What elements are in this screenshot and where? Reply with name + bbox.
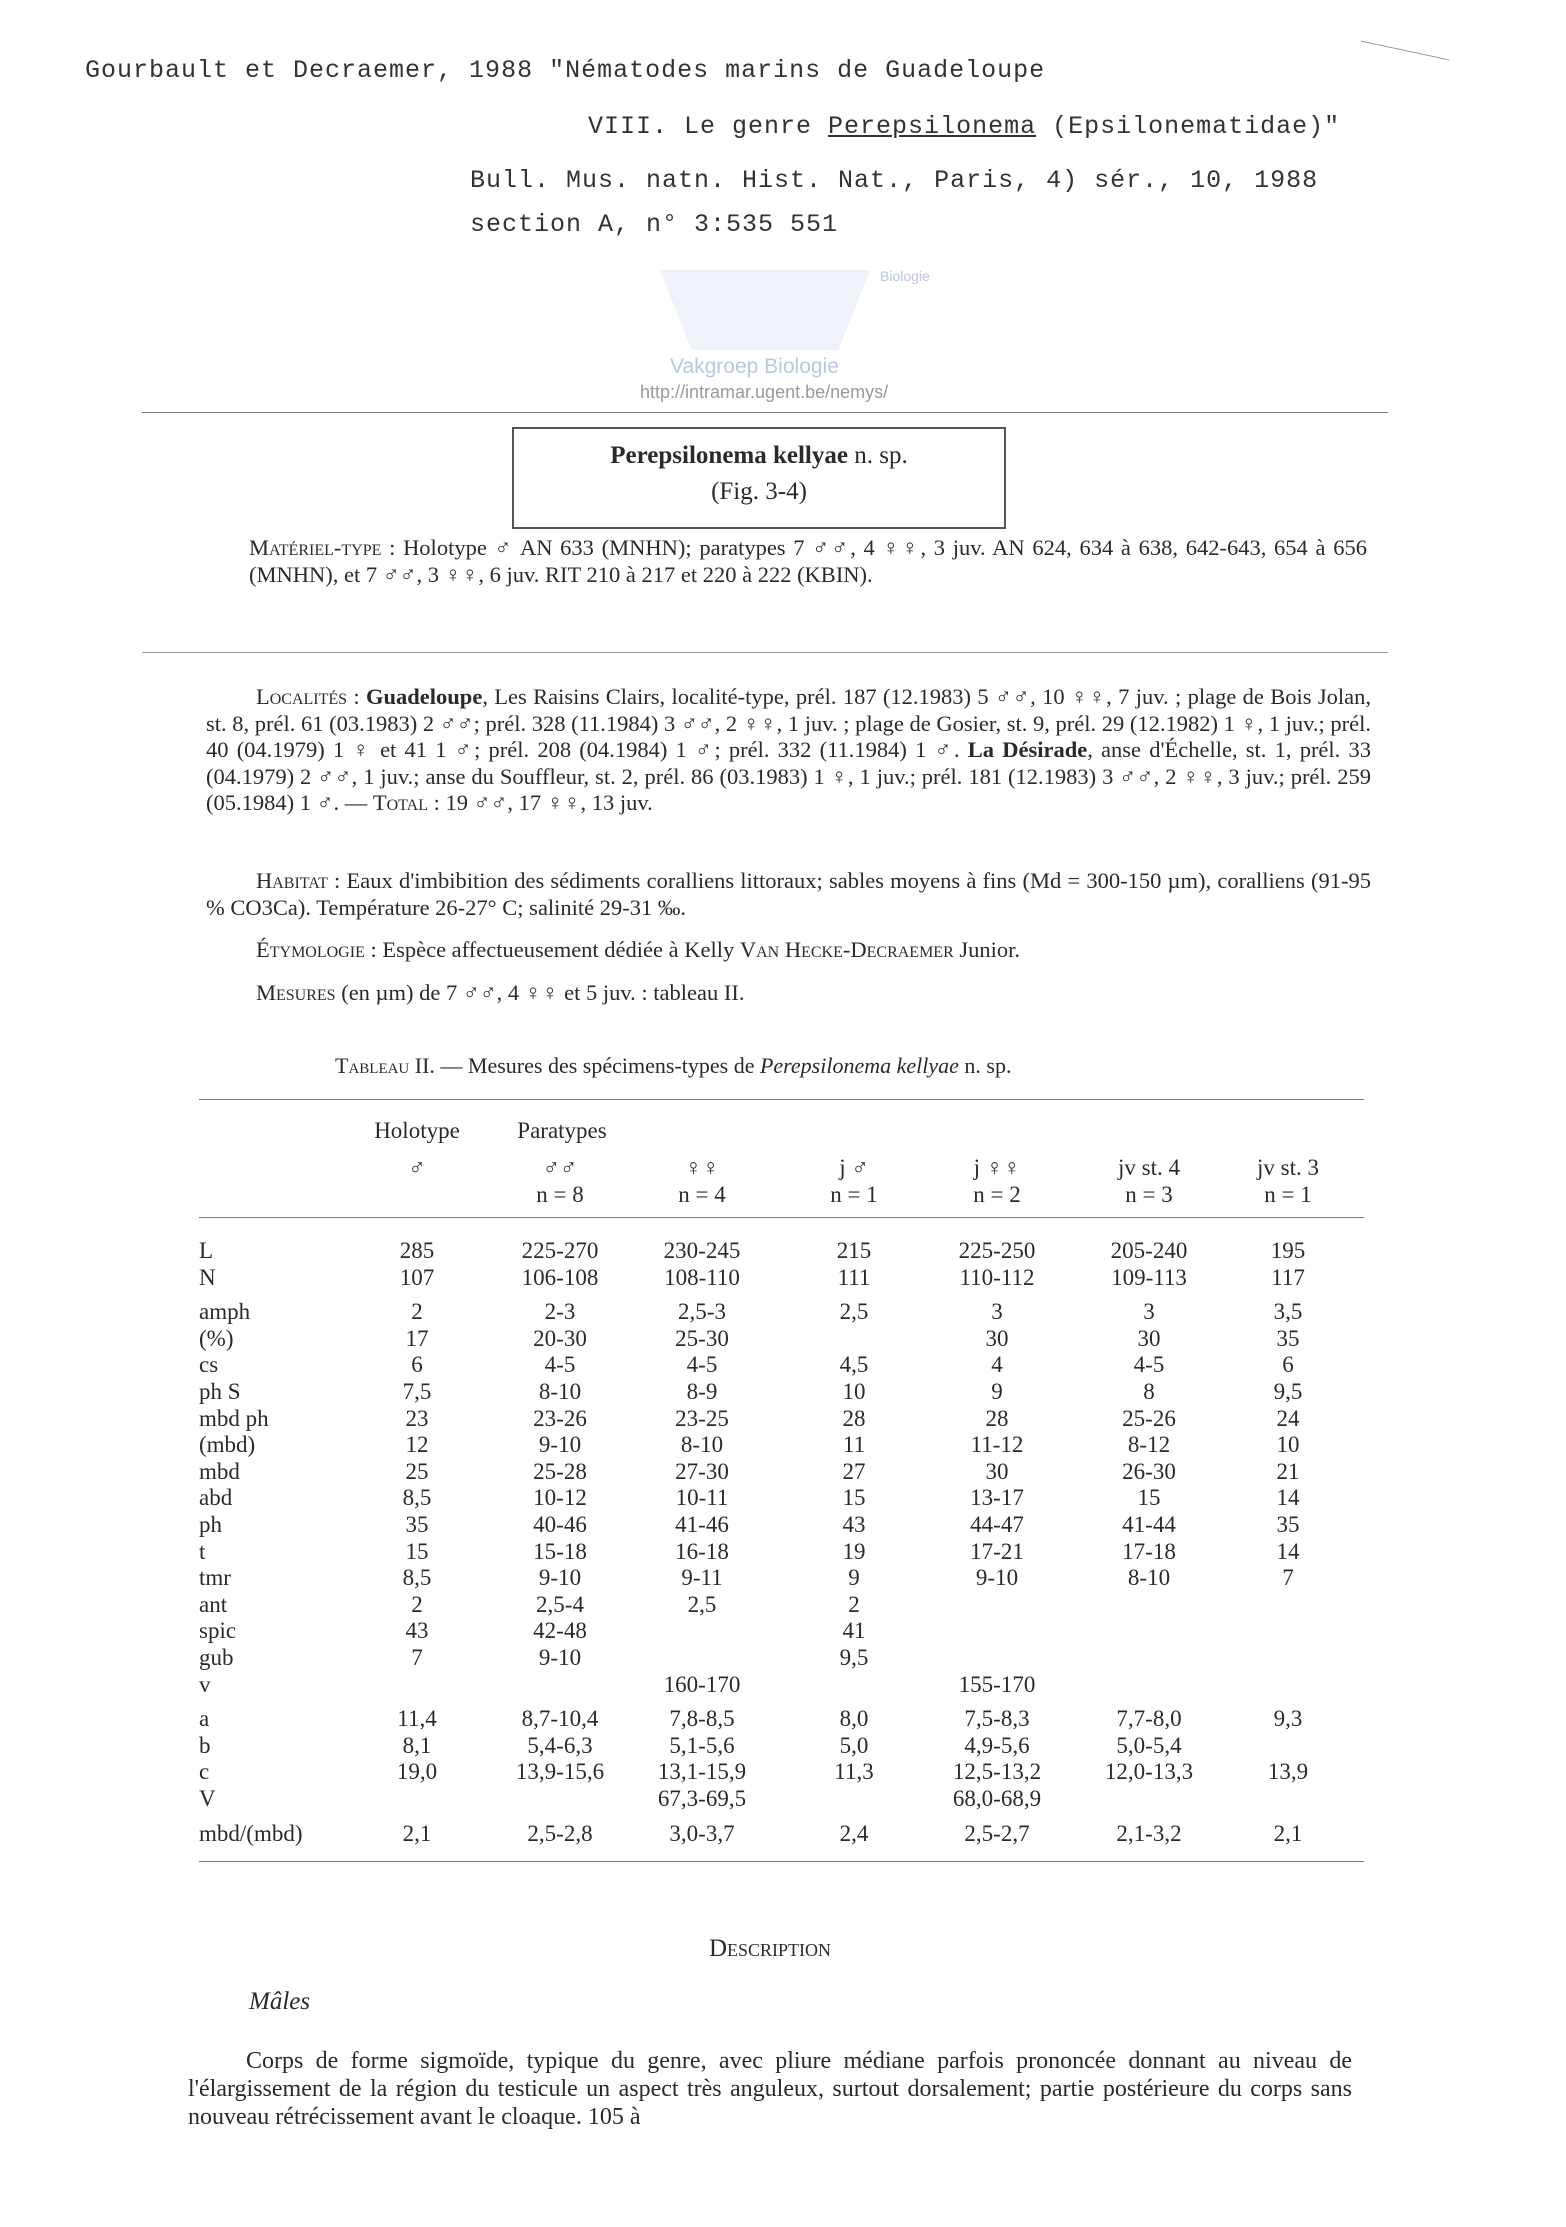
row-label: t <box>199 1538 206 1564</box>
males-subheading: Mâles <box>249 1988 311 2015</box>
table-cell: 27 <box>842 1458 866 1484</box>
citation-line-1: Gourbault et Decraemer, 1988 "Nématodes marins de Guadeloupe <box>85 56 1046 85</box>
table-cell: 21 <box>1276 1458 1300 1484</box>
table-cell: 25-26 <box>1122 1405 1176 1431</box>
table-cell: 9,5 <box>1273 1379 1303 1404</box>
table-cell: 5,0-5,4 <box>1116 1732 1182 1758</box>
table-cell: 5,1-5,6 <box>669 1732 735 1758</box>
divider <box>142 412 1388 413</box>
table-cell: 4-5 <box>1133 1352 1165 1378</box>
table-cell: 9 <box>848 1565 860 1591</box>
divider <box>142 652 1388 653</box>
table-cell: 4-5 <box>686 1352 718 1378</box>
table-cell: 107 <box>399 1264 435 1290</box>
row-label: N <box>199 1264 216 1290</box>
table-cell: 117 <box>1271 1264 1305 1290</box>
table-cell: 8,1 <box>402 1732 432 1758</box>
table-cell: 3 <box>991 1299 1003 1325</box>
species-suffix: n. sp. <box>847 442 908 469</box>
table-cell: 41 <box>842 1618 866 1644</box>
table-cell: 43 <box>405 1618 429 1644</box>
column-symbol: ♀♀ <box>684 1155 720 1180</box>
row-label: (mbd) <box>199 1432 256 1458</box>
table-cell: 25 <box>405 1458 429 1484</box>
table-cell: 7 <box>411 1645 423 1670</box>
table-cell: 155-170 <box>958 1671 1036 1697</box>
table-cell: 7,8-8,5 <box>669 1706 735 1732</box>
header-holotype: Holotype <box>374 1118 460 1143</box>
etymologie-paragraph <box>206 937 1371 964</box>
table-cell: 35 <box>1276 1325 1300 1351</box>
table-cell: 8-10 <box>1127 1565 1171 1591</box>
column-n: n = 2 <box>973 1182 1021 1207</box>
table-cell: 41-46 <box>675 1512 729 1537</box>
table-cell: 215 <box>836 1238 872 1263</box>
table-cell: 2-3 <box>544 1299 576 1325</box>
row-label: V <box>199 1786 216 1811</box>
table-cell: 7,5-8,3 <box>964 1706 1030 1732</box>
row-label: ph S <box>199 1379 241 1404</box>
table-cell: 23-26 <box>533 1405 587 1431</box>
table-cell: 111 <box>837 1264 871 1290</box>
table-cell: 9 <box>991 1379 1003 1404</box>
habitat-text: Eaux d'imbibition des sédiments coralliens littoraux; sables moyens à fins (Md = 300-150 µm), coralliens (91-95 % CO3Ca). Température 26-27° C; salinité 29-31 ‰. <box>206 868 1371 920</box>
column-symbol: jv st. 4 <box>1118 1155 1180 1180</box>
table-cell: 2 <box>411 1591 423 1617</box>
pen-mark <box>1361 41 1449 61</box>
table-cell: 15 <box>1137 1485 1161 1511</box>
table-cell: 4,5 <box>839 1352 869 1378</box>
table-cell: 4,9-5,6 <box>964 1732 1030 1758</box>
table-cell: 108-110 <box>664 1264 740 1290</box>
table-cell: 68,0-68,9 <box>952 1786 1042 1811</box>
table-cell: 13,9-15,6 <box>515 1759 605 1785</box>
table-cell: 106-108 <box>521 1264 599 1290</box>
table-cell: 10-12 <box>533 1485 587 1511</box>
table-cell: 3,5 <box>1273 1299 1303 1325</box>
table-cell: 12,0-13,3 <box>1104 1759 1194 1785</box>
table-title <box>335 1053 1011 1079</box>
column-symbol: j ♀♀ <box>973 1155 1021 1180</box>
species-name: Perepsilonema kellyae <box>610 442 848 469</box>
row-label: gub <box>199 1645 234 1670</box>
table-cell: 195 <box>1270 1238 1306 1263</box>
habitat-paragraph <box>206 868 1371 921</box>
table-cell: 4 <box>991 1352 1003 1378</box>
row-label: b <box>199 1732 211 1758</box>
table-cell: 16-18 <box>675 1538 729 1564</box>
row-label: tmr <box>199 1565 231 1591</box>
habitat-label: Habitat : <box>256 868 341 893</box>
table-cell: 9-11 <box>681 1565 723 1591</box>
table-cell: 9,3 <box>1273 1706 1303 1732</box>
table-cell: 7,7-8,0 <box>1116 1706 1182 1732</box>
table-cell: 2,5 <box>839 1299 869 1325</box>
table-suffix: n. sp. <box>958 1053 1012 1078</box>
table-cell: 8,5 <box>402 1485 432 1511</box>
table-cell: 2,1 <box>402 1820 432 1846</box>
watermark-logo <box>660 270 870 350</box>
column-n: n = 1 <box>830 1182 878 1207</box>
localites-label: Localités : <box>256 684 360 709</box>
table-cell: 67,3-69,5 <box>657 1786 747 1811</box>
table-cell: 23 <box>405 1405 429 1431</box>
table-cell: 17 <box>405 1325 429 1351</box>
table-cell: 25-28 <box>533 1458 587 1484</box>
table-cell: 11 <box>842 1432 866 1458</box>
citation-line-2 <box>588 112 1340 141</box>
table-cell: 285 <box>399 1238 435 1263</box>
row-label: amph <box>199 1299 251 1325</box>
table-cell: 15 <box>842 1485 866 1511</box>
row-label: abd <box>199 1485 233 1511</box>
table-species: Perepsilonema kellyae <box>759 1053 959 1078</box>
table-cell: 9-10 <box>538 1432 582 1458</box>
table-cell: 5,0 <box>839 1732 869 1758</box>
table-cell: 26-30 <box>1122 1458 1176 1484</box>
citation-line-3: Bull. Mus. natn. Hist. Nat., Paris, 4) sér., 10, 1988 <box>470 166 1319 195</box>
description-paragraph: Corps de forme sigmoïde, typique du genre, avec pliure médiane parfois prononcée donnant au niveau de l'élargissement de la région du testicule un aspect très anguleux, surtout dorsalement; partie postérieure du corps sans nouveau rétrécissement avant le cloaque. 105 à <box>188 2048 1352 2130</box>
table-cell: 11,4 <box>397 1706 437 1732</box>
table-cell: 24 <box>1276 1405 1300 1431</box>
table-cell: 6 <box>411 1352 423 1378</box>
citation-genus: Perepsilonema <box>828 112 1037 141</box>
table-cell: 8 <box>1143 1379 1155 1404</box>
table-cell: 17-18 <box>1122 1538 1176 1564</box>
table-cell: 10-11 <box>675 1485 729 1511</box>
dedicatee-name: Van Hecke-Decraemer <box>739 937 954 962</box>
table-cell: 2,4 <box>839 1820 869 1846</box>
table-cell: 7 <box>1282 1565 1294 1591</box>
table-top-rule <box>199 1099 1364 1100</box>
column-n: n = 4 <box>678 1182 726 1207</box>
row-label: spic <box>199 1618 237 1644</box>
table-cell: 13,1-15,9 <box>657 1759 747 1785</box>
species-figure-ref: (Fig. 3-4) <box>711 478 807 505</box>
table-cell: 230-245 <box>663 1238 741 1263</box>
mesures-text: (en µm) de 7 ♂♂, 4 ♀♀ et 5 juv. : tableau II. <box>335 980 745 1005</box>
table-cell: 19,0 <box>396 1759 438 1785</box>
table-header-rule <box>199 1217 1364 1218</box>
table-cell: 20-30 <box>533 1325 587 1351</box>
table-cell: 15-18 <box>533 1538 587 1564</box>
watermark-biologie: Biologie <box>880 268 930 284</box>
row-label: ant <box>199 1591 228 1617</box>
row-label: mbd ph <box>199 1405 269 1431</box>
localites-text-2: , anse d'Échelle, st. 1, prél. 33 (04.1979) 2 ♂♂, 1 juv.; anse du Souffleur, st. 2, prél. 86 (03.1983) 1 ♀, 1 juv.; prél. 181 (12.1983) 3 ♂♂, 2 ♀♀, 3 juv.; prél. 259 (05.1984) 1 ♂. — <box>206 737 1371 815</box>
table-cell: 28 <box>842 1405 866 1431</box>
table-cell: 13,9 <box>1267 1759 1309 1785</box>
table-cell: 42-48 <box>533 1618 587 1644</box>
row-label: L <box>199 1238 214 1263</box>
materiel-type <box>249 535 1367 588</box>
citation-line-4: section A, n° 3:535 551 <box>470 210 839 239</box>
total-text: 19 ♂♂, 17 ♀♀, 13 juv. <box>439 790 653 815</box>
citation-series: VIII. Le genre <box>588 112 829 141</box>
table-cell: 2,5-2,7 <box>964 1820 1030 1846</box>
row-label: mbd <box>199 1458 240 1484</box>
column-n: n = 8 <box>536 1182 584 1207</box>
table-cell: 2 <box>411 1299 423 1325</box>
table-cell: 9-10 <box>975 1565 1019 1591</box>
locality-desirade: La Désirade <box>967 737 1088 762</box>
table-cell: 19 <box>842 1538 866 1564</box>
table-cell: 9-10 <box>538 1565 582 1591</box>
table-cell: 3,0-3,7 <box>669 1820 735 1846</box>
table-cell: 14 <box>1276 1485 1300 1511</box>
table-cell: 12 <box>405 1432 429 1458</box>
watermark-vakgroep: Vakgroep Biologie <box>670 355 839 378</box>
table-cell: 8-10 <box>538 1379 582 1404</box>
table-label: Tableau II. <box>335 1053 435 1078</box>
table-cell: 2 <box>848 1591 860 1617</box>
table-cell: 5,4-6,3 <box>527 1732 593 1758</box>
table-cell: 28 <box>985 1405 1009 1431</box>
row-label: v <box>199 1671 211 1697</box>
table-cell: 225-270 <box>521 1238 599 1263</box>
citation-family: (Epsilonematidae)" <box>1036 112 1341 141</box>
table-cell: 205-240 <box>1110 1238 1188 1263</box>
row-label: ph <box>199 1512 222 1537</box>
table-cell: 11-12 <box>970 1432 1024 1458</box>
row-label: cs <box>199 1352 219 1378</box>
table-cell: 40-46 <box>533 1512 587 1537</box>
table-cell: 8-9 <box>686 1379 718 1404</box>
row-label: mbd/(mbd) <box>199 1820 303 1846</box>
species-title-box <box>512 427 1006 529</box>
table-bottom-rule <box>199 1861 1364 1862</box>
table-cell: 8,0 <box>839 1706 869 1732</box>
column-n: n = 3 <box>1125 1182 1173 1207</box>
etymologie-label: Étymologie : <box>256 937 377 962</box>
mesures-paragraph <box>206 980 1371 1007</box>
column-symbol: ♂ <box>408 1155 426 1180</box>
table-cell: 30 <box>1137 1325 1161 1351</box>
table-cell: 14 <box>1276 1538 1300 1564</box>
table-cell: 160-170 <box>663 1671 741 1697</box>
localites-paragraph <box>206 684 1371 817</box>
table-cell: 30 <box>985 1325 1009 1351</box>
table-cell: 2,5-4 <box>536 1591 584 1617</box>
table-cell: 109-113 <box>1111 1264 1187 1290</box>
table-cell: 3 <box>1143 1299 1155 1325</box>
etymologie-text-end: Junior. <box>953 937 1021 962</box>
table-cell: 10 <box>842 1379 866 1404</box>
table-cell: 8,5 <box>402 1565 432 1591</box>
table-cell: 35 <box>1276 1512 1300 1537</box>
table-cell: 8,7-10,4 <box>521 1706 599 1732</box>
materiel-text: Holotype ♂ AN 633 (MNHN); paratypes 7 ♂♂, 4 ♀♀, 3 juv. AN 624, 634 à 638, 642-643, 654 à 656 (MNHN), et 7 ♂♂, 3 ♀♀, 6 juv. RIT 210 à 217 et 220 à 222 (KBIN). <box>249 535 1367 587</box>
column-symbol: ♂♂ <box>542 1155 578 1180</box>
column-n: n = 1 <box>1264 1182 1312 1207</box>
table-cell: 110-112 <box>959 1264 1035 1290</box>
table-cell: 35 <box>405 1512 429 1537</box>
table-cell: 2,5-2,8 <box>527 1820 593 1846</box>
table-cell: 6 <box>1282 1352 1294 1378</box>
table-cell: 44-47 <box>970 1512 1024 1537</box>
total-label: Total : <box>372 790 440 815</box>
table-cell: 2,5 <box>687 1591 717 1617</box>
localites-text-1: , Les Raisins Clairs, localité-type, prél. 187 (12.1983) 5 ♂♂, 10 ♀♀, 7 juv. ; plage de Bois Jolan, st. 8, prél. 61 (03.1983) 2 ♂♂; prél. 328 (11.1984) 3 ♂♂, 2 ♀♀, 1 juv. ; plage de Gosier, st. 9, prél. 29 (12.1982) 1 ♀, 1 juv.; prél. 40 (04.1979) 1 ♀ et 41 1 ♂; prél. 208 (04.1984) 1 ♂; prél. 332 (11.1984) 1 ♂. <box>206 684 1371 762</box>
table-cell: 4-5 <box>544 1352 576 1378</box>
table-cell: 2,1 <box>1273 1820 1303 1846</box>
table-cell: 10 <box>1276 1432 1300 1458</box>
table-cell: 17-21 <box>970 1538 1024 1564</box>
table-caption: — Mesures des spécimens-types de <box>434 1053 760 1078</box>
etymologie-text: Espèce affectueusement dédiée à Kelly <box>376 937 740 962</box>
table-cell: 9-10 <box>538 1645 582 1670</box>
table-cell: 41-44 <box>1122 1512 1176 1537</box>
table-cell: 13-17 <box>970 1485 1024 1511</box>
watermark-url: http://intramar.ugent.be/nemys/ <box>640 382 889 402</box>
row-label: (%) <box>199 1325 234 1351</box>
table-cell: 11,3 <box>834 1759 874 1785</box>
table-cell: 30 <box>985 1458 1009 1484</box>
table-cell: 9,5 <box>839 1645 869 1670</box>
table-cell: 2,5-3 <box>678 1299 726 1325</box>
mesures-label: Mesures <box>256 980 336 1005</box>
column-symbol: j ♂ <box>839 1155 869 1180</box>
column-symbol: jv st. 3 <box>1257 1155 1319 1180</box>
materiel-label: Matériel-type : <box>249 535 396 560</box>
table-cell: 7,5 <box>402 1379 432 1404</box>
table-cell: 23-25 <box>675 1405 729 1431</box>
table-cell: 15 <box>405 1538 429 1564</box>
table-cell: 27-30 <box>675 1458 729 1484</box>
table-cell: 12,5-13,2 <box>952 1759 1042 1785</box>
row-label: a <box>199 1706 210 1732</box>
table-cell: 2,1-3,2 <box>1116 1820 1182 1846</box>
row-label: c <box>199 1759 210 1785</box>
table-cell: 43 <box>842 1512 866 1537</box>
table-cell: 25-30 <box>675 1325 729 1351</box>
table-cell: 225-250 <box>958 1238 1036 1263</box>
table-cell: 8-12 <box>1127 1432 1171 1458</box>
locality-guadeloupe: Guadeloupe <box>366 684 483 709</box>
table-cell: 8-10 <box>680 1432 724 1458</box>
header-paratypes: Paratypes <box>517 1118 607 1143</box>
description-heading: Description <box>708 1935 832 1962</box>
